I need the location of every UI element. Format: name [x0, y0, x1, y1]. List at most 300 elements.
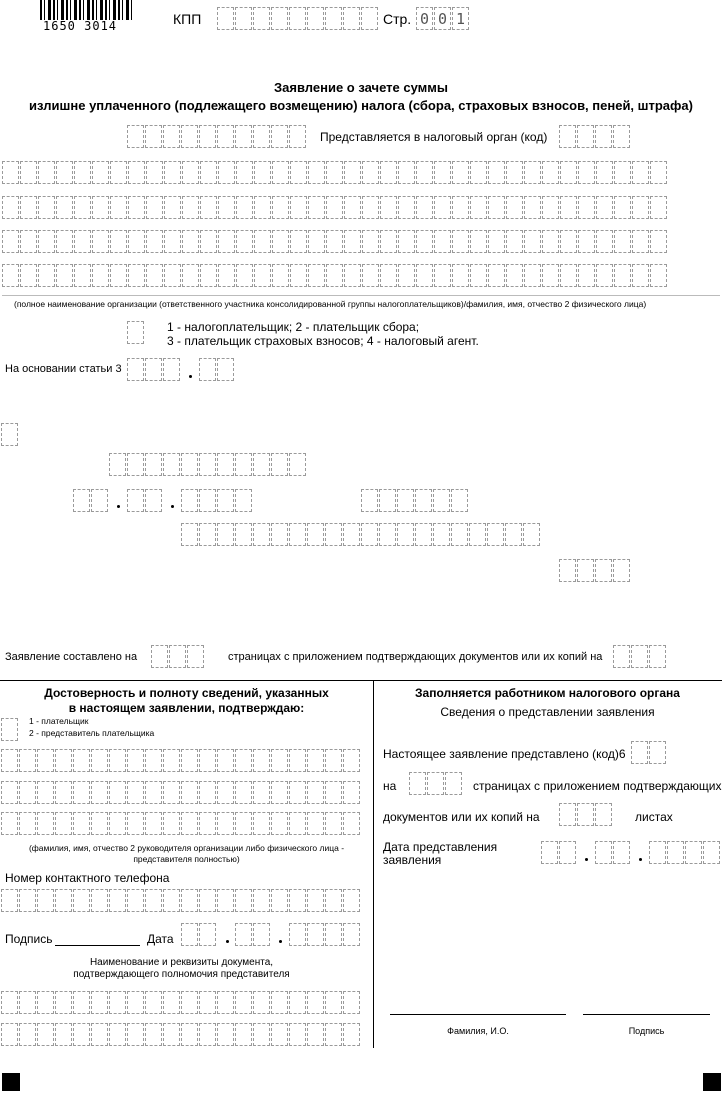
input-cell[interactable] [272, 161, 289, 184]
input-cell[interactable] [290, 161, 307, 184]
input-cell[interactable] [325, 749, 342, 772]
input-cell[interactable] [127, 125, 144, 148]
input-cell[interactable] [470, 230, 487, 253]
input-cell[interactable] [2, 264, 19, 287]
input-cell[interactable] [55, 781, 72, 804]
input-cell[interactable] [577, 803, 594, 826]
input-cell[interactable] [38, 196, 55, 219]
input-cell[interactable] [218, 161, 235, 184]
input-cell[interactable] [163, 889, 180, 912]
input-cell[interactable] [109, 1023, 126, 1046]
input-cell[interactable] [19, 889, 36, 912]
submit-date-day-cells[interactable] [541, 841, 577, 866]
input-cell[interactable] [253, 7, 270, 30]
input-cell[interactable] [181, 125, 198, 148]
input-cell[interactable] [145, 358, 162, 381]
input-cell[interactable] [470, 264, 487, 287]
input-cell[interactable] [614, 196, 631, 219]
received-sheets-cells[interactable] [559, 803, 613, 828]
input-cell[interactable] [289, 923, 306, 946]
input-cell[interactable] [37, 991, 54, 1014]
sign-date-day-cells[interactable] [181, 923, 217, 948]
input-cell[interactable] [110, 161, 127, 184]
input-cell[interactable] [416, 264, 433, 287]
input-cell[interactable] [271, 1023, 288, 1046]
input-cell[interactable] [632, 161, 649, 184]
input-cell[interactable] [55, 1023, 72, 1046]
input-cell[interactable] [92, 196, 109, 219]
input-cell[interactable] [74, 264, 91, 287]
input-cell[interactable] [488, 264, 505, 287]
input-cell[interactable] [470, 161, 487, 184]
input-cell[interactable] [542, 264, 559, 287]
input-cell[interactable] [271, 523, 288, 546]
input-cell[interactable] [182, 230, 199, 253]
input-cell[interactable] [542, 161, 559, 184]
input-cell[interactable] [91, 489, 108, 512]
input-cell[interactable] [307, 1023, 324, 1046]
input-cell[interactable] [362, 230, 379, 253]
input-cell[interactable] [427, 772, 444, 795]
input-cell[interactable] [506, 230, 523, 253]
input-cell[interactable] [235, 489, 252, 512]
inn-cells[interactable] [127, 125, 307, 150]
input-cell[interactable] [182, 161, 199, 184]
input-cell[interactable] [272, 230, 289, 253]
date-day-cells[interactable] [73, 489, 109, 514]
input-cell[interactable] [145, 125, 162, 148]
input-cell[interactable] [74, 196, 91, 219]
input-cell[interactable] [55, 889, 72, 912]
input-cell[interactable] [181, 923, 198, 946]
input-cell[interactable] [145, 889, 162, 912]
input-cell[interactable] [452, 161, 469, 184]
input-cell[interactable] [1, 749, 18, 772]
input-cell[interactable] [235, 125, 252, 148]
input-cell[interactable] [541, 841, 558, 864]
input-cell[interactable] [289, 1023, 306, 1046]
input-cell[interactable] [110, 264, 127, 287]
input-cell[interactable] [326, 264, 343, 287]
input-cell[interactable] [650, 196, 667, 219]
tax-authority-code-cells[interactable] [559, 125, 631, 150]
input-cell[interactable] [127, 358, 144, 381]
input-cell[interactable] [560, 161, 577, 184]
input-cell[interactable] [307, 991, 324, 1014]
input-cell[interactable] [650, 161, 667, 184]
input-cell[interactable] [235, 749, 252, 772]
submit-date-year-cells[interactable] [649, 841, 721, 866]
input-cell[interactable] [110, 196, 127, 219]
input-cell[interactable] [253, 781, 270, 804]
input-cell[interactable] [199, 749, 216, 772]
input-cell[interactable] [362, 264, 379, 287]
input-cell[interactable] [272, 264, 289, 287]
input-cell[interactable] [163, 358, 180, 381]
input-cell[interactable] [271, 453, 288, 476]
input-cell[interactable] [650, 264, 667, 287]
input-cell[interactable] [415, 523, 432, 546]
misc-long-cells[interactable] [181, 523, 541, 548]
input-cell[interactable] [271, 749, 288, 772]
officer-fio-line[interactable] [390, 1014, 566, 1015]
input-cell[interactable] [595, 559, 612, 582]
input-cell[interactable] [145, 1023, 162, 1046]
input-cell[interactable] [578, 196, 595, 219]
input-cell[interactable] [127, 453, 144, 476]
input-cell[interactable] [235, 781, 252, 804]
input-cell[interactable] [199, 991, 216, 1014]
input-cell[interactable] [343, 781, 360, 804]
input-cell[interactable] [272, 196, 289, 219]
input-cell[interactable] [685, 841, 702, 864]
input-cell[interactable] [326, 196, 343, 219]
input-cell[interactable] [145, 812, 162, 835]
input-cell[interactable] [560, 264, 577, 287]
input-cell[interactable] [253, 923, 270, 946]
input-cell[interactable] [19, 812, 36, 835]
input-cell[interactable] [632, 264, 649, 287]
input-cell[interactable] [146, 230, 163, 253]
input-cell[interactable] [380, 196, 397, 219]
input-cell[interactable] [145, 781, 162, 804]
input-cell[interactable] [235, 453, 252, 476]
input-cell[interactable] [217, 453, 234, 476]
input-cell[interactable] [343, 1023, 360, 1046]
input-cell[interactable] [434, 196, 451, 219]
input-cell[interactable] [2, 230, 19, 253]
input-cell[interactable] [128, 196, 145, 219]
input-cell[interactable] [289, 749, 306, 772]
input-cell[interactable] [182, 196, 199, 219]
input-cell[interactable] [254, 161, 271, 184]
input-cell[interactable] [127, 812, 144, 835]
input-cell[interactable] [631, 645, 648, 668]
input-cell[interactable] [19, 749, 36, 772]
input-cell[interactable] [325, 1023, 342, 1046]
input-cell[interactable] [308, 161, 325, 184]
input-cell[interactable] [343, 523, 360, 546]
input-cell[interactable] [217, 812, 234, 835]
input-cell[interactable] [253, 453, 270, 476]
input-cell[interactable] [308, 196, 325, 219]
input-cell[interactable] [290, 230, 307, 253]
input-cell[interactable] [361, 7, 378, 30]
input-cell[interactable] [559, 841, 576, 864]
input-cell[interactable] [127, 1023, 144, 1046]
sign-date-month-cells[interactable] [235, 923, 271, 948]
input-cell[interactable] [409, 772, 426, 795]
input-cell[interactable] [128, 161, 145, 184]
input-cell[interactable] [380, 161, 397, 184]
input-cell[interactable] [596, 161, 613, 184]
input-cell[interactable] [596, 264, 613, 287]
input-cell[interactable] [163, 125, 180, 148]
input-cell[interactable] [20, 196, 37, 219]
input-cell[interactable] [127, 889, 144, 912]
input-cell[interactable] [1, 889, 18, 912]
input-cell[interactable] [1, 1023, 18, 1046]
input-cell[interactable] [91, 1023, 108, 1046]
input-cell[interactable] [200, 196, 217, 219]
input-cell[interactable] [271, 7, 288, 30]
input-cell[interactable] [37, 749, 54, 772]
input-cell[interactable] [1, 812, 18, 835]
date-month-cells[interactable] [127, 489, 163, 514]
input-cell[interactable] [434, 161, 451, 184]
input-cell[interactable] [289, 991, 306, 1014]
input-cell[interactable] [253, 523, 270, 546]
org-name-row[interactable] [2, 230, 668, 255]
input-cell[interactable] [146, 161, 163, 184]
input-cell[interactable] [524, 196, 541, 219]
input-cell[interactable] [325, 889, 342, 912]
input-cell[interactable] [325, 812, 342, 835]
input-cell[interactable] [524, 264, 541, 287]
input-cell[interactable] [38, 161, 55, 184]
input-cell[interactable] [469, 523, 486, 546]
input-cell[interactable] [218, 196, 235, 219]
input-cell[interactable] [326, 161, 343, 184]
input-cell[interactable] [398, 196, 415, 219]
org-name-row[interactable] [2, 196, 668, 221]
input-cell[interactable] [91, 991, 108, 1014]
input-cell[interactable] [343, 812, 360, 835]
input-cell[interactable] [253, 991, 270, 1014]
input-cell[interactable] [1, 423, 18, 446]
input-cell[interactable] [307, 7, 324, 30]
input-cell[interactable] [199, 523, 216, 546]
input-cell[interactable] [703, 841, 720, 864]
input-cell[interactable] [187, 645, 204, 668]
input-cell[interactable] [163, 991, 180, 1014]
doc-row[interactable] [1, 991, 361, 1016]
input-cell[interactable] [169, 645, 186, 668]
input-cell[interactable] [235, 1023, 252, 1046]
input-cell[interactable] [217, 991, 234, 1014]
received-pages-cells[interactable] [409, 772, 463, 797]
input-cell[interactable] [308, 264, 325, 287]
input-cell[interactable] [92, 264, 109, 287]
input-cell[interactable] [235, 812, 252, 835]
input-cell[interactable] [73, 781, 90, 804]
input-cell[interactable] [163, 1023, 180, 1046]
input-cell[interactable] [217, 523, 234, 546]
input-cell[interactable] [37, 889, 54, 912]
input-cell[interactable] [110, 230, 127, 253]
input-cell[interactable] [73, 889, 90, 912]
input-cell[interactable] [397, 489, 414, 512]
input-cell[interactable] [361, 523, 378, 546]
input-cell[interactable] [19, 1023, 36, 1046]
input-cell[interactable] [343, 7, 360, 30]
input-cell[interactable] [91, 812, 108, 835]
date-year-cells[interactable] [181, 489, 253, 514]
input-cell[interactable] [253, 1023, 270, 1046]
input-cell[interactable] [20, 264, 37, 287]
input-cell[interactable] [56, 161, 73, 184]
input-cell[interactable] [181, 523, 198, 546]
input-cell[interactable] [199, 923, 216, 946]
input-cell[interactable] [19, 781, 36, 804]
input-cell[interactable] [397, 523, 414, 546]
input-cell[interactable] [253, 812, 270, 835]
input-cell[interactable] [235, 991, 252, 1014]
input-cell[interactable] [253, 889, 270, 912]
input-cell[interactable] [308, 230, 325, 253]
input-cell[interactable] [181, 812, 198, 835]
input-cell[interactable] [344, 196, 361, 219]
input-cell[interactable] [236, 161, 253, 184]
input-cell[interactable] [2, 161, 19, 184]
input-cell[interactable] [325, 7, 342, 30]
input-cell[interactable] [650, 230, 667, 253]
input-cell[interactable] [524, 230, 541, 253]
input-cell[interactable] [163, 453, 180, 476]
input-cell[interactable] [91, 749, 108, 772]
input-cell[interactable] [343, 749, 360, 772]
pages-count-cells[interactable] [151, 645, 205, 670]
input-cell[interactable] [451, 523, 468, 546]
input-cell[interactable] [217, 781, 234, 804]
input-cell[interactable] [289, 523, 306, 546]
input-cell[interactable] [325, 523, 342, 546]
input-cell[interactable] [398, 161, 415, 184]
input-cell[interactable] [578, 161, 595, 184]
input-cell[interactable] [434, 230, 451, 253]
input-cell[interactable] [127, 749, 144, 772]
input-cell[interactable] [452, 230, 469, 253]
input-cell[interactable] [253, 749, 270, 772]
input-cell[interactable] [613, 841, 630, 864]
input-cell[interactable] [632, 230, 649, 253]
input-cell[interactable] [631, 741, 648, 764]
input-cell[interactable] [109, 991, 126, 1014]
input-cell[interactable] [416, 230, 433, 253]
input-cell[interactable] [505, 523, 522, 546]
article-number-cells[interactable] [127, 358, 181, 383]
input-cell[interactable] [433, 523, 450, 546]
input-cell[interactable] [398, 230, 415, 253]
input-cell[interactable] [19, 991, 36, 1014]
input-cell[interactable] [488, 196, 505, 219]
input-cell[interactable] [667, 841, 684, 864]
officer-signature-line[interactable] [583, 1014, 710, 1015]
input-cell[interactable] [451, 489, 468, 512]
signature-line[interactable] [55, 945, 140, 946]
input-cell[interactable] [307, 749, 324, 772]
input-cell[interactable] [217, 7, 234, 30]
input-cell[interactable] [20, 161, 37, 184]
input-cell[interactable] [38, 230, 55, 253]
input-cell[interactable] [181, 453, 198, 476]
input-cell[interactable] [217, 749, 234, 772]
input-cell[interactable] [73, 489, 90, 512]
input-cell[interactable] [307, 923, 324, 946]
input-cell[interactable] [199, 812, 216, 835]
input-cell[interactable] [2, 196, 19, 219]
input-cell[interactable] [217, 125, 234, 148]
input-cell[interactable] [596, 196, 613, 219]
input-cell[interactable] [614, 161, 631, 184]
input-cell[interactable] [380, 264, 397, 287]
input-cell[interactable] [542, 230, 559, 253]
signer-type-cell[interactable] [1, 718, 19, 743]
input-cell[interactable] [398, 264, 415, 287]
input-cell[interactable] [380, 230, 397, 253]
input-cell[interactable] [559, 125, 576, 148]
input-cell[interactable] [109, 781, 126, 804]
input-cell[interactable] [415, 489, 432, 512]
input-cell[interactable] [109, 749, 126, 772]
input-cell[interactable] [146, 264, 163, 287]
input-cell[interactable] [290, 264, 307, 287]
input-cell[interactable] [164, 196, 181, 219]
input-cell[interactable] [20, 230, 37, 253]
input-cell[interactable] [434, 264, 451, 287]
input-cell[interactable] [163, 781, 180, 804]
input-cell[interactable] [325, 781, 342, 804]
input-cell[interactable] [55, 812, 72, 835]
input-cell[interactable] [343, 923, 360, 946]
input-cell[interactable] [92, 161, 109, 184]
input-cell[interactable] [379, 489, 396, 512]
input-cell[interactable] [470, 196, 487, 219]
input-cell[interactable] [74, 161, 91, 184]
input-cell[interactable] [578, 230, 595, 253]
input-cell[interactable] [344, 161, 361, 184]
input-cell[interactable] [217, 1023, 234, 1046]
input-cell[interactable] [289, 889, 306, 912]
input-cell[interactable] [164, 264, 181, 287]
input-cell[interactable] [37, 812, 54, 835]
input-cell[interactable] [445, 772, 462, 795]
input-cell[interactable] [235, 889, 252, 912]
input-cell[interactable] [145, 453, 162, 476]
input-cell[interactable] [181, 781, 198, 804]
input-cell[interactable] [1, 991, 18, 1014]
input-cell[interactable] [38, 264, 55, 287]
input-cell[interactable] [361, 489, 378, 512]
submit-date-month-cells[interactable] [595, 841, 631, 866]
doc-row[interactable] [1, 1023, 361, 1048]
input-cell[interactable] [614, 264, 631, 287]
input-cell[interactable] [145, 489, 162, 512]
input-cell[interactable] [595, 841, 612, 864]
input-cell[interactable] [254, 264, 271, 287]
input-cell[interactable] [289, 812, 306, 835]
input-cell[interactable] [452, 264, 469, 287]
input-cell[interactable] [307, 812, 324, 835]
input-cell[interactable] [613, 645, 630, 668]
input-cell[interactable] [560, 196, 577, 219]
input-cell[interactable] [595, 803, 612, 826]
input-cell[interactable] [145, 991, 162, 1014]
input-cell[interactable] [559, 803, 576, 826]
input-cell[interactable] [488, 161, 505, 184]
input-cell[interactable] [379, 523, 396, 546]
input-cell[interactable] [151, 645, 168, 668]
input-cell[interactable] [217, 889, 234, 912]
org-name-row[interactable] [2, 161, 668, 186]
input-cell[interactable] [235, 923, 252, 946]
input-cell[interactable] [307, 523, 324, 546]
input-cell[interactable] [290, 196, 307, 219]
input-cell[interactable] [73, 812, 90, 835]
kpp-cells[interactable] [217, 7, 379, 32]
input-cell[interactable] [649, 645, 666, 668]
input-cell[interactable] [236, 230, 253, 253]
